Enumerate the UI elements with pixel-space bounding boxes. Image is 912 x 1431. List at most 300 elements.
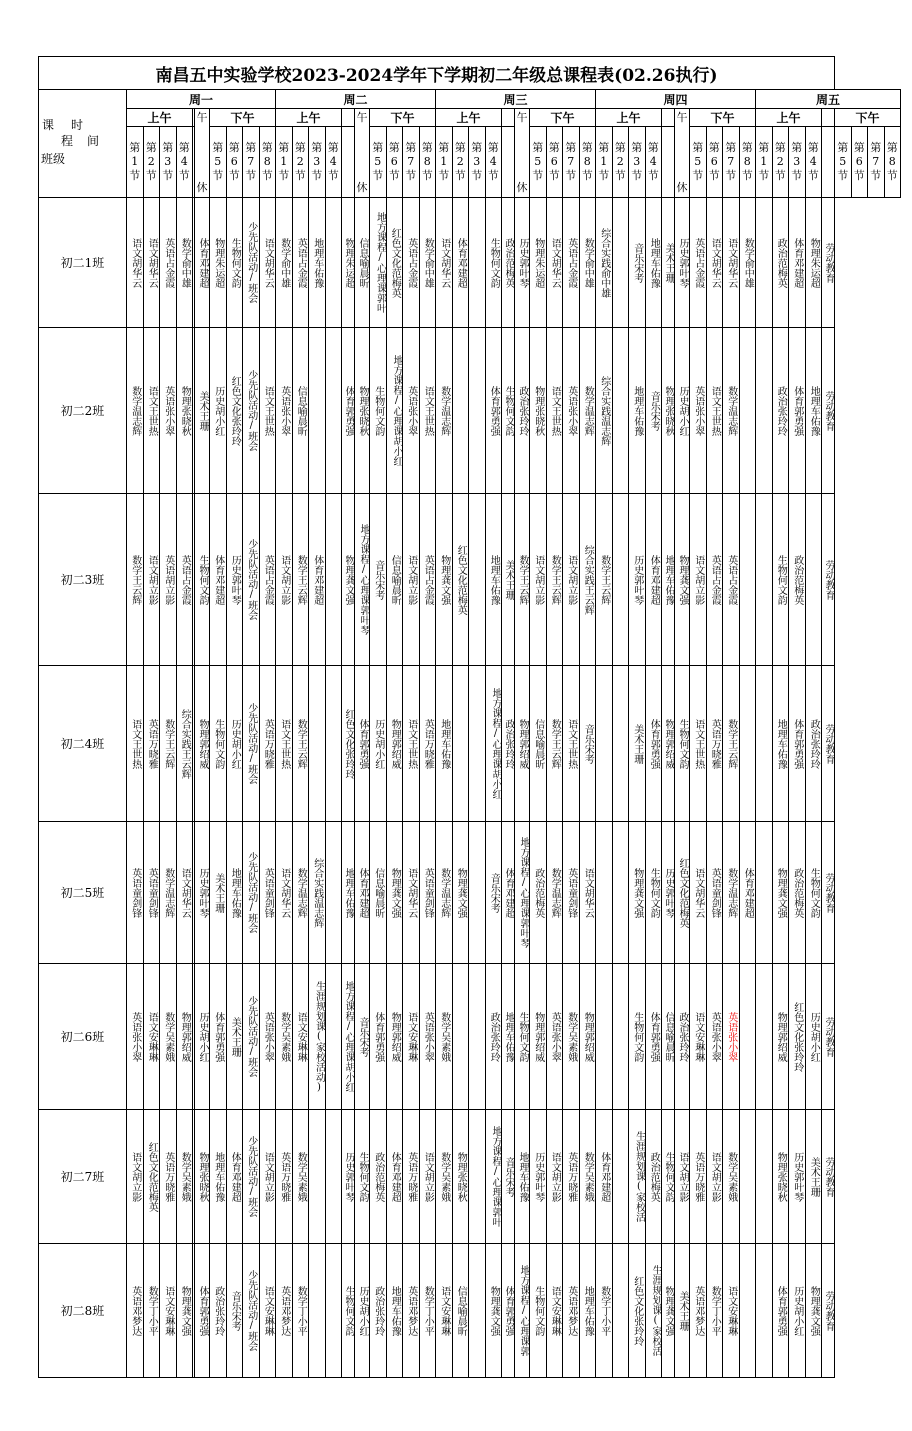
course-cell: 地方课程/心理课郭叶琴: [515, 822, 530, 964]
course-cell: 英语童剑锋: [127, 822, 144, 964]
course-cell: 物理龚文强: [342, 494, 355, 666]
period-char: 第: [598, 141, 610, 154]
course-cell: 语文王世热: [276, 666, 293, 822]
course-cell: 数学丁小平: [292, 1244, 309, 1378]
gap-cell: [325, 494, 342, 666]
course-cell: 体育郭勇强: [645, 964, 662, 1110]
period-char: 5: [694, 155, 702, 168]
course-cell: 语文胡立影: [276, 494, 293, 666]
course-cell: 数学吴素娥: [292, 1110, 309, 1244]
period-char: 节: [870, 169, 882, 182]
period-header: [160, 127, 177, 198]
course-cell: 美术王珊: [210, 822, 227, 964]
course-cell: [452, 964, 469, 1110]
course-cell: 英语占金霞: [419, 494, 436, 666]
course-cell: 英语占金霞: [176, 494, 193, 666]
period-header: [835, 127, 852, 198]
course-cell: 历史胡小红: [675, 328, 690, 494]
course-cell: 语文胡华云: [176, 822, 193, 964]
period-char: 2: [296, 155, 304, 168]
period-char: 第: [261, 141, 273, 154]
period-char: 第: [162, 141, 174, 154]
gap-cell: [469, 1110, 486, 1244]
course-cell: 地理车佑豫: [309, 198, 326, 328]
period-char: 1: [760, 155, 768, 168]
period-char: 节: [853, 169, 865, 182]
course-cell: 语文胡华云: [723, 198, 740, 328]
period-char: 节: [245, 169, 257, 182]
course-cell: 地理车佑豫: [386, 1244, 403, 1378]
period-char: 第: [487, 141, 499, 154]
noon-label: 午 休: [195, 109, 210, 198]
day-header: 周五: [756, 90, 901, 109]
course-cell: 历史胡小红: [355, 1244, 370, 1378]
period-header: [579, 127, 596, 198]
period-char: 3: [633, 155, 641, 168]
period-char: 7: [872, 155, 880, 168]
course-cell: 历史胡小红: [226, 666, 243, 822]
course-cell: 英语张小翠: [563, 328, 580, 494]
course-cell: 语文王世热: [690, 666, 707, 822]
course-cell: [309, 328, 326, 494]
course-cell: 数学王云辉: [723, 666, 740, 822]
course-cell: 体育郭勇强: [195, 1244, 210, 1378]
gap-cell: [612, 328, 629, 494]
period-char: 8: [423, 155, 431, 168]
period-char: 节: [311, 169, 323, 182]
period-char: 第: [278, 141, 290, 154]
period-char: 第: [631, 141, 643, 154]
course-cell: 物理朱运超: [530, 198, 547, 328]
corner-header: [39, 90, 127, 198]
course-cell: 生物何文韵: [502, 328, 515, 494]
course-cell: [309, 1244, 326, 1378]
course-cell: 信息喻晨昕: [370, 822, 387, 964]
course-cell: 物理郭绍威: [662, 666, 675, 822]
course-cell: 数学吴素娥: [276, 964, 293, 1110]
course-cell: 数学温志辉: [160, 822, 177, 964]
course-cell: 政治张玲玲: [675, 964, 690, 1110]
period-char: 第: [405, 141, 417, 154]
course-cell: 政治张玲玲: [485, 964, 502, 1110]
course-cell: 物理龚文强: [772, 822, 789, 964]
gap-header: [502, 109, 515, 127]
period-char: 节: [725, 169, 737, 182]
gap-cell: [325, 1244, 342, 1378]
course-cell: 红色文化范梅英: [675, 822, 690, 964]
gap-cell: [325, 666, 342, 822]
course-cell: 数学俞中雄: [276, 198, 293, 328]
gap-header: [662, 109, 675, 127]
course-cell: 语文安琳琳: [403, 964, 420, 1110]
course-cell: 英语张小翠: [160, 328, 177, 494]
period-char: 6: [855, 155, 863, 168]
course-cell: 数学王云辉: [292, 666, 309, 822]
period-char: 第: [178, 141, 190, 154]
period-header: [690, 127, 707, 198]
course-cell: 信息喻晨昕: [386, 494, 403, 666]
course-cell: 红色文化张玲玲: [629, 1244, 646, 1378]
course-cell: 生物何文韵: [515, 964, 530, 1110]
period-header: [226, 127, 243, 198]
period-char: 第: [870, 141, 882, 154]
period-char: 节: [647, 169, 659, 182]
period-char: 第: [311, 141, 323, 154]
afternoon-header: 下午: [690, 109, 756, 127]
course-cell: 历史郭叶琴: [515, 198, 530, 328]
course-cell: 政治范梅英: [772, 198, 789, 328]
course-cell: 语文胡立影: [127, 1110, 144, 1244]
period-char: 第: [614, 141, 626, 154]
period-char: 第: [548, 141, 560, 154]
period-header: [530, 127, 547, 198]
gap-cell: [756, 1110, 773, 1244]
course-cell: 语文胡立影: [690, 494, 707, 666]
period-char: 4: [809, 155, 817, 168]
course-cell: 少先队活动/班会: [243, 964, 260, 1110]
course-cell: 物理朱运超: [805, 198, 822, 328]
course-cell: 政治范梅英: [502, 198, 515, 328]
period-gap: [342, 127, 355, 198]
course-cell: 英语万晓雅: [690, 1110, 707, 1244]
period-char: 节: [454, 169, 466, 182]
gap-cell: [325, 328, 342, 494]
gap-header: [342, 109, 355, 127]
course-cell: 语文胡立影: [143, 494, 160, 666]
course-cell: 语文胡华云: [436, 198, 453, 328]
period-char: 第: [421, 141, 433, 154]
course-cell: 物理郭绍威: [176, 964, 193, 1110]
course-cell: 红色文化范梅英: [386, 198, 403, 328]
course-cell: 语文安琳琳: [723, 1244, 740, 1378]
course-cell: 体育邓建超: [789, 198, 806, 328]
course-cell: 历史胡小红: [370, 666, 387, 822]
afternoon-header: 下午: [835, 109, 901, 127]
class-name: 初二3班: [39, 494, 127, 666]
gap-header: [822, 109, 835, 127]
gap-cell: [612, 198, 629, 328]
rest-label: 休: [356, 181, 368, 194]
course-cell: 历史胡小红: [805, 964, 822, 1110]
course-cell: 英语占金霞: [563, 198, 580, 328]
course-cell: 政治范梅英: [789, 494, 806, 666]
course-cell: 综合实践温志辉: [309, 822, 326, 964]
course-cell: 数学丁小平: [419, 1244, 436, 1378]
course-cell: 生涯规划课(家校活动): [309, 964, 326, 1110]
period-char: 节: [708, 169, 720, 182]
period-char: 节: [212, 169, 224, 182]
course-cell: 物理张晓秋: [452, 1110, 469, 1244]
course-cell: 政治张玲玲: [370, 1244, 387, 1378]
course-cell: 体育邓建超: [386, 1110, 403, 1244]
course-cell: 语文胡华云: [276, 822, 293, 964]
class-name: 初二7班: [39, 1110, 127, 1244]
course-cell: 政治张玲玲: [515, 328, 530, 494]
course-cell: 物理郭绍威: [386, 964, 403, 1110]
course-cell: 物理龚文强: [629, 822, 646, 964]
period-header: [243, 127, 260, 198]
course-cell: 物理郭绍威: [530, 964, 547, 1110]
period-char: 6: [390, 155, 398, 168]
period-header: [419, 127, 436, 198]
corner-banji: 班级: [41, 152, 66, 166]
course-cell: 地理车佑豫: [662, 494, 675, 666]
course-cell: 生物何文韵: [530, 1244, 547, 1378]
course-cell: 地方课程/心理课郭叶: [485, 1110, 502, 1244]
gap-cell: [756, 328, 773, 494]
course-cell: [739, 964, 756, 1110]
course-cell: 数学王云辉: [515, 494, 530, 666]
gap-cell: [325, 1110, 342, 1244]
period-header: [789, 127, 806, 198]
course-cell: 体育邓建超: [739, 822, 756, 964]
course-cell: 体育邓建超: [502, 822, 515, 964]
day-header: 周三: [436, 90, 596, 109]
period-char: 第: [581, 141, 593, 154]
course-cell: 地理车佑豫: [502, 964, 515, 1110]
course-cell: 少先队活动/班会: [243, 822, 260, 964]
period-header: [884, 127, 901, 198]
day-header: 周二: [276, 90, 436, 109]
course-cell: 体育郭勇强: [772, 1244, 789, 1378]
course-cell: 音乐宋考: [502, 1110, 515, 1244]
course-cell: 历史胡小红: [789, 1244, 806, 1378]
period-char: 第: [471, 141, 483, 154]
period-char: 2: [147, 155, 155, 168]
course-cell: 物理张晓秋: [530, 328, 547, 494]
course-cell: 音乐宋考: [226, 1244, 243, 1378]
course-cell: 历史郭叶琴: [675, 198, 690, 328]
gap-cell: [325, 964, 342, 1110]
course-cell: 英语邓梦达: [127, 1244, 144, 1378]
period-char: 第: [212, 141, 224, 154]
gap-cell: [612, 822, 629, 964]
course-cell: 红色文化范梅英: [452, 494, 469, 666]
period-char: 5: [374, 155, 382, 168]
period-char: 8: [583, 155, 591, 168]
course-cell: 历史郭叶琴: [530, 1110, 547, 1244]
period-header: [325, 127, 342, 198]
period-char: 第: [565, 141, 577, 154]
period-char: 5: [839, 155, 847, 168]
rest-label: 休: [516, 181, 528, 194]
course-cell: 信息喻晨昕: [662, 964, 675, 1110]
gap-cell: [325, 822, 342, 964]
course-cell: 少先队活动/班会: [243, 328, 260, 494]
period-char: 2: [776, 155, 784, 168]
course-cell: 数学丁小平: [706, 1244, 723, 1378]
course-cell: 政治张玲玲: [502, 666, 515, 822]
class-name: 初二5班: [39, 822, 127, 964]
course-cell: 语文胡华云: [403, 822, 420, 964]
course-cell: 英语邓梦达: [690, 1244, 707, 1378]
period-char: 第: [129, 141, 141, 154]
corner-jian: 间: [87, 134, 100, 148]
course-cell: 英语占金霞: [292, 198, 309, 328]
gap-cell: [325, 198, 342, 328]
class-name: 初二4班: [39, 666, 127, 822]
period-char: 节: [614, 169, 626, 182]
gap-cell: [612, 964, 629, 1110]
gap-cell: [756, 494, 773, 666]
period-header: [370, 127, 387, 198]
course-cell: 政治范梅英: [370, 1110, 387, 1244]
course-cell: 数学温志辉: [723, 328, 740, 494]
class-name: 初二2班: [39, 328, 127, 494]
course-cell: 地方课程/心理课胡小红: [386, 328, 403, 494]
course-cell: 数学温志辉: [723, 822, 740, 964]
course-cell: 英语万晓雅: [259, 666, 276, 822]
course-cell: 语文胡立影: [546, 1110, 563, 1244]
course-cell: 英语万晓雅: [403, 1110, 420, 1244]
course-cell: 数学俞中雄: [579, 198, 596, 328]
course-cell: 数学温志辉: [436, 328, 453, 494]
course-cell: 地理车佑豫: [805, 328, 822, 494]
period-header: [563, 127, 580, 198]
afternoon-header: 下午: [370, 109, 436, 127]
course-cell: 英语占金霞: [160, 198, 177, 328]
course-cell: 语文胡立影: [419, 1110, 436, 1244]
course-cell: 音乐宋考: [629, 198, 646, 328]
gap-cell: [469, 666, 486, 822]
class-name: 初二1班: [39, 198, 127, 328]
course-cell: 语文王世热: [403, 666, 420, 822]
course-cell: 语文胡立影: [675, 1110, 690, 1244]
period-header: [612, 127, 629, 198]
course-cell: 美术王珊: [662, 198, 675, 328]
morning-header: 上午: [276, 109, 342, 127]
course-cell: 数学吴素娥: [176, 1110, 193, 1244]
course-cell: 政治范梅英: [645, 1110, 662, 1244]
course-cell: 体育郭勇强: [789, 328, 806, 494]
period-char: 节: [631, 169, 643, 182]
period-header: [645, 127, 662, 198]
course-cell: 英语张小翠: [546, 964, 563, 1110]
course-cell: 劳动教育: [822, 1110, 835, 1244]
period-char: 第: [294, 141, 306, 154]
course-cell: 生涯规划课(家校活: [629, 1110, 646, 1244]
period-char: 7: [247, 155, 255, 168]
gap-cell: [612, 1110, 629, 1244]
noon-label: 午 休: [675, 109, 690, 198]
course-cell: 生物何文韵: [210, 666, 227, 822]
course-cell: 数学俞中雄: [176, 198, 193, 328]
gap-cell: [469, 964, 486, 1110]
period-char: 4: [649, 155, 657, 168]
course-cell: 红色文化范梅英: [143, 1110, 160, 1244]
period-gap: [502, 127, 515, 198]
course-cell: 劳动教育: [822, 964, 835, 1110]
course-cell: 数学温志辉: [127, 328, 144, 494]
corner-shi: 时: [71, 118, 84, 132]
course-cell: 语文王世热: [419, 328, 436, 494]
afternoon-header: 下午: [210, 109, 276, 127]
course-cell: 生物何文韵: [226, 198, 243, 328]
period-char: 6: [230, 155, 238, 168]
period-char: 节: [837, 169, 849, 182]
period-char: 3: [313, 155, 321, 168]
noon-label: 午 休: [515, 109, 530, 198]
course-cell: 语文王世热: [259, 328, 276, 494]
period-header: [143, 127, 160, 198]
period-header: [176, 127, 193, 198]
course-cell: 地理车佑豫: [210, 1110, 227, 1244]
course-cell: 信息喻晨昕: [292, 328, 309, 494]
period-header: [436, 127, 453, 198]
course-cell: 体育邓建超: [226, 1110, 243, 1244]
course-cell: [739, 1110, 756, 1244]
period-char: 节: [162, 169, 174, 182]
course-cell: 政治张玲玲: [805, 666, 822, 822]
course-cell: 英语占金霞: [723, 494, 740, 666]
noon-label: 午 休: [355, 109, 370, 198]
course-cell: 体育郭勇强: [355, 666, 370, 822]
corner-cheng: 程: [61, 134, 74, 148]
course-cell: [596, 822, 613, 964]
course-cell: 生物何文韵: [355, 1110, 370, 1244]
course-cell: 语文安琳琳: [546, 1244, 563, 1378]
period-char: 8: [263, 155, 271, 168]
period-header: [756, 127, 773, 198]
course-cell: 数学王云辉: [127, 494, 144, 666]
course-cell: 生物何文韵: [342, 1244, 355, 1378]
course-cell: 地理车佑豫: [772, 666, 789, 822]
period-header: [739, 127, 756, 198]
course-cell: 物理郭绍威: [579, 964, 596, 1110]
course-cell: 语文安琳琳: [143, 964, 160, 1110]
course-cell: 英语万晓雅: [706, 666, 723, 822]
course-cell: 体育邓建超: [195, 198, 210, 328]
period-char: 节: [178, 169, 190, 182]
course-cell: 地理车佑豫: [226, 822, 243, 964]
rest-label: 休: [196, 181, 208, 194]
course-cell: 英语张小翠: [419, 964, 436, 1110]
course-cell: 英语张小翠: [259, 964, 276, 1110]
course-cell: 数学王云辉: [160, 666, 177, 822]
period-char: 3: [793, 155, 801, 168]
course-cell: 地理车佑豫: [579, 1244, 596, 1378]
morning-header: 上午: [596, 109, 662, 127]
course-cell: 语文胡立影: [706, 1110, 723, 1244]
course-cell: 物理张晓秋: [772, 1110, 789, 1244]
period-char: 节: [548, 169, 560, 182]
course-cell: 地方课程/心理课郭: [515, 1244, 530, 1378]
period-char: 3: [473, 155, 481, 168]
course-cell: 语文胡华云: [690, 822, 707, 964]
period-char: 第: [438, 141, 450, 154]
period-char: 第: [837, 141, 849, 154]
course-cell: 物理郭绍威: [515, 666, 530, 822]
period-header: [851, 127, 868, 198]
course-cell: 英语张小翠: [403, 328, 420, 494]
course-cell: 物理张晓秋: [662, 328, 675, 494]
course-cell: [739, 666, 756, 822]
course-cell: 数学吴素娥: [436, 1110, 453, 1244]
course-cell: 英语童剑锋: [706, 822, 723, 964]
period-char: 节: [791, 169, 803, 182]
timetable: [38, 56, 901, 1378]
course-cell: 体育郭勇强: [370, 964, 387, 1110]
period-char: 第: [774, 141, 786, 154]
course-cell: 政治范梅英: [530, 822, 547, 964]
course-cell: 语文王世热: [546, 328, 563, 494]
class-name: 初二8班: [39, 1244, 127, 1378]
period-char: 4: [180, 155, 188, 168]
course-cell: 劳动教育: [822, 198, 835, 328]
period-char: 节: [807, 169, 819, 182]
course-cell: 英语万晓雅: [276, 1110, 293, 1244]
course-cell: 少先队活动/班会: [243, 1110, 260, 1244]
